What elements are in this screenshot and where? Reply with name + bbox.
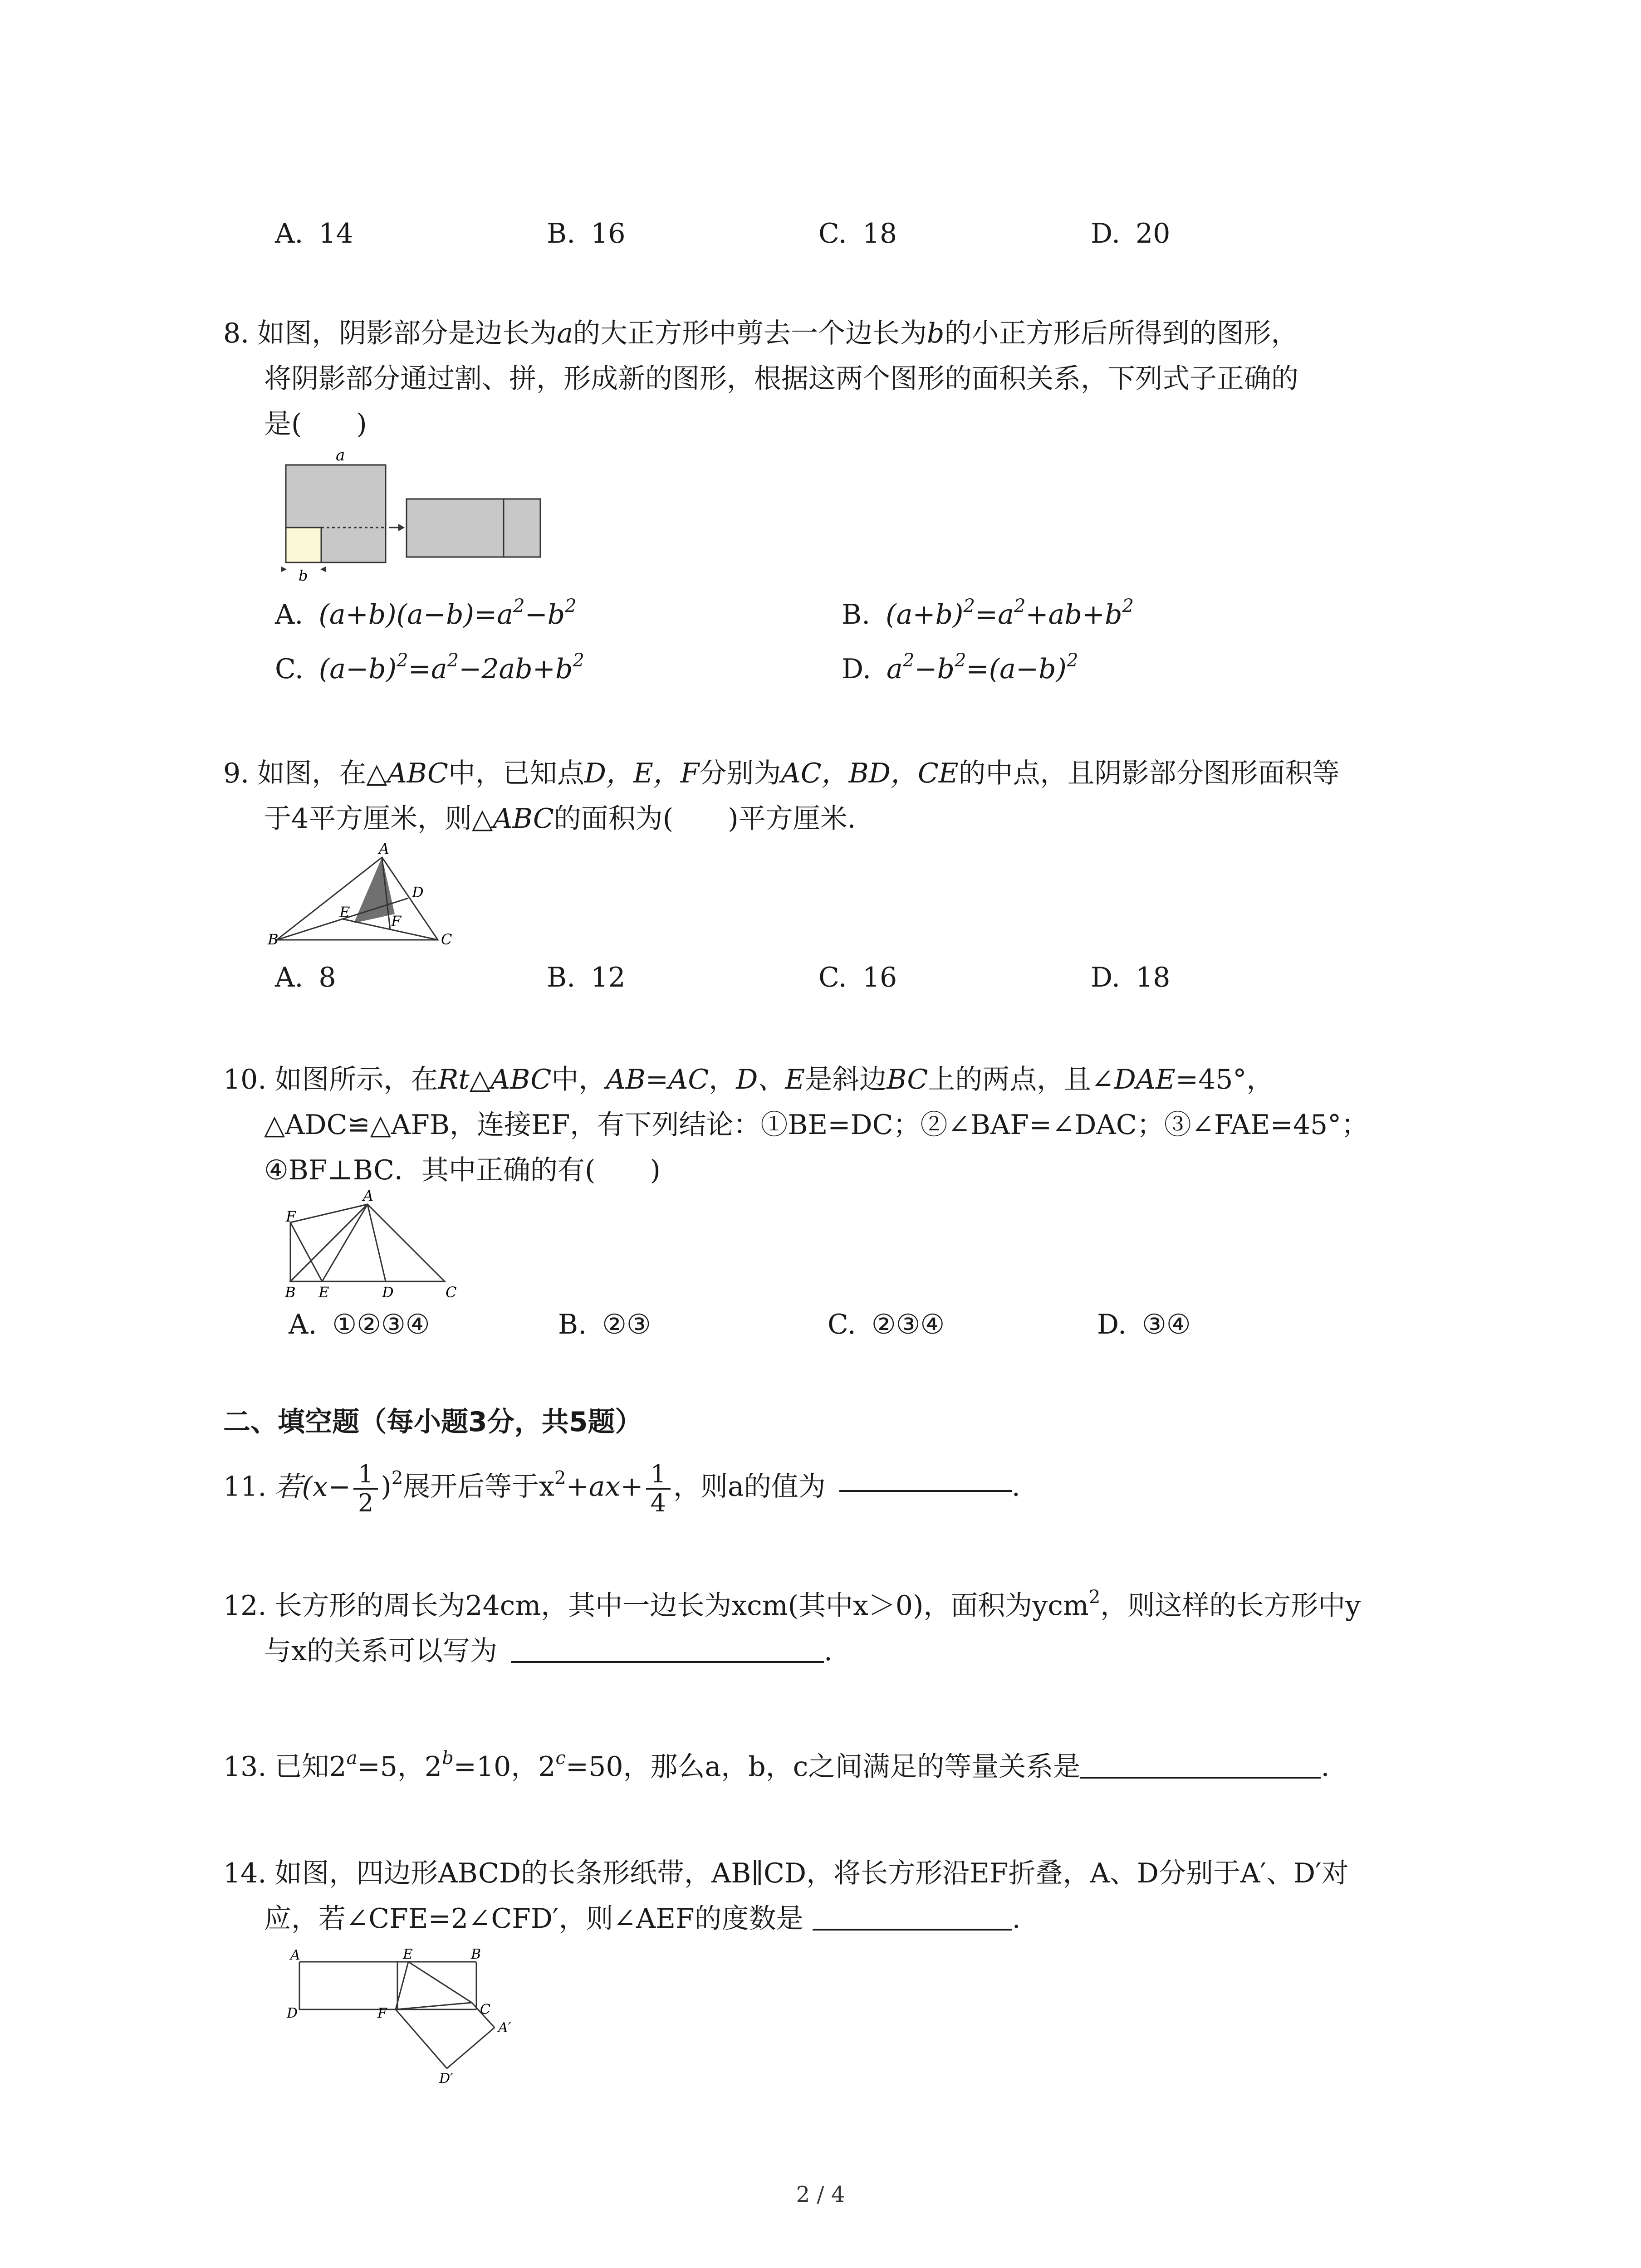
q8-line-3: 是( ) — [264, 408, 367, 440]
q9-option-b: B. 12 — [547, 962, 626, 993]
q14-label-c: C — [480, 2002, 490, 2018]
q14-label-b: B — [471, 1946, 481, 1962]
q9-label-d: D — [412, 884, 424, 901]
q12-answer-blank[interactable] — [511, 1636, 824, 1663]
q9-label-b: B — [268, 931, 279, 948]
q8-new-rectangle — [407, 499, 540, 557]
q9-label-a: A — [379, 840, 390, 857]
q8-fig-label-a: a — [336, 447, 345, 464]
q8-number: 8. — [223, 318, 250, 349]
q14-label-d-prime: D′ — [439, 2071, 453, 2087]
q7-option-a: A. 14 — [275, 218, 353, 249]
q10-label-a: A — [363, 1187, 374, 1204]
q9-label-c: C — [441, 931, 452, 948]
q14-label-e: E — [403, 1946, 413, 1962]
q9-line-1: 9. 如图，在△ABC中，已知点D，E，F分别为AC，BD，CE的中点，且阴影部分图形面积等 — [223, 758, 1340, 789]
q12-line-1: 12. 长方形的周长为24cm，其中一边长为xcm(其中x＞0)，面积为ycm$^2$，则这样的长方形中y — [223, 1587, 1361, 1622]
q11-number: 11. — [223, 1471, 267, 1503]
q9-label-e: E — [339, 904, 350, 921]
q14-line-1: 14. 如图，四边形ABCD的长条形纸带，AB∥CD，将长方形沿EF折叠，A、D分别于A′、D′对 — [223, 1857, 1349, 1889]
q14-line-2: 应，若∠CFE=2∠CFD′，则∠AEF的度数是 . — [264, 1903, 1021, 1935]
q14-answer-blank[interactable] — [813, 1903, 1012, 1931]
q8-small-square — [286, 528, 321, 562]
q8-figure — [272, 447, 554, 583]
q9-option-c: C. 16 — [818, 962, 897, 993]
q8-option-c: C. $(a-b)^2=a^2-2ab+b^2$ — [275, 650, 584, 685]
q7-option-c: C. 18 — [818, 218, 897, 249]
q9-figure — [263, 839, 463, 948]
q8-fig-label-b: b — [299, 567, 308, 583]
q10-option-c: C. ②③④ — [828, 1309, 945, 1340]
q10-option-b: B. ②③ — [558, 1309, 651, 1340]
q10-label-e: E — [318, 1284, 329, 1300]
q8-line-2: 将阴影部分通过割、拼，形成新的图形，根据这两个图形的面积关系，下列式子正确的 — [264, 363, 1298, 395]
q12-line-2: 与x的关系可以写为 . — [264, 1635, 833, 1667]
q14-figure — [272, 1937, 526, 2087]
q10-label-d: D — [382, 1284, 394, 1300]
q10-number: 10. — [223, 1064, 267, 1095]
q14-label-f: F — [377, 2005, 387, 2021]
q10-line-3: ④BF⊥BC．其中正确的有( ) — [264, 1154, 661, 1186]
q10-label-c: C — [446, 1284, 457, 1300]
q14-label-d: D — [287, 2005, 298, 2021]
q9-line-2: 于4平方厘米，则△ABC的面积为( )平方厘米． — [264, 803, 875, 835]
q13-answer-blank[interactable] — [1080, 1751, 1321, 1779]
q13-line: 13. 已知$2^a=5$，$2^b=10$，$2^c=50$，那么a，b，c之间满足的等量关系是 . — [223, 1748, 1330, 1783]
q10-option-d: D. ③④ — [1097, 1309, 1191, 1340]
q10-label-b: B — [285, 1284, 296, 1300]
q8-option-b: B. $(a+b)^2=a^2+ab+b^2$ — [842, 596, 1134, 631]
q9-label-f: F — [391, 913, 402, 930]
q8-option-d: D. $a^2-b^2=(a-b)^2$ — [842, 650, 1078, 685]
q9-number: 9. — [223, 758, 250, 789]
q7-option-b: B. 16 — [547, 218, 626, 249]
q11-line: 11. 若(x− $\frac{1}{2}$ )$^2$展开后等于$x^2+ax+$ $\frac{1}{4}$ ，则a的值为 . — [223, 1460, 1020, 1517]
q10-line-2: △ADC≌△AFB，连接EF，有下列结论：①BE=DC；②∠BAF=∠DAC；③∠FAE=45°； — [264, 1109, 1369, 1141]
q10-figure — [272, 1186, 463, 1300]
q14-number: 14. — [223, 1857, 267, 1889]
q11-answer-blank[interactable] — [839, 1465, 1012, 1492]
q10-label-f: F — [286, 1208, 296, 1225]
q8-option-a: A. $(a+b)(a-b)=a^2-b^2$ — [275, 596, 577, 631]
q10-line-1: 10. 如图所示，在Rt△ABC中，AB=AC，D、E是斜边BC上的两点，且∠DAE=45°， — [223, 1064, 1274, 1095]
q11-fraction-quarter: $\frac{1}{4}$ — [646, 1461, 671, 1517]
q11-fraction-half: $\frac{1}{2}$ — [353, 1461, 378, 1517]
q8-line-1: 8. 如图，阴影部分是边长为a的大正方形中剪去一个边长为b的小正方形后所得到的图形， — [223, 318, 1298, 349]
q7-option-d: D. 20 — [1091, 218, 1171, 249]
q9-option-d: D. 18 — [1091, 962, 1171, 993]
q13-number: 13. — [223, 1751, 267, 1783]
q12-number: 12. — [223, 1590, 267, 1622]
q14-label-a-prime: A′ — [498, 2020, 511, 2036]
q14-label-a: A — [290, 1947, 300, 1963]
page-number: 2 / 4 — [796, 2182, 845, 2207]
q9-option-a: A. 8 — [275, 962, 336, 993]
section-fill-in-title: 二、填空题（每小题3分，共5题） — [223, 1406, 642, 1438]
q10-option-a: A. ①②③④ — [289, 1309, 430, 1340]
